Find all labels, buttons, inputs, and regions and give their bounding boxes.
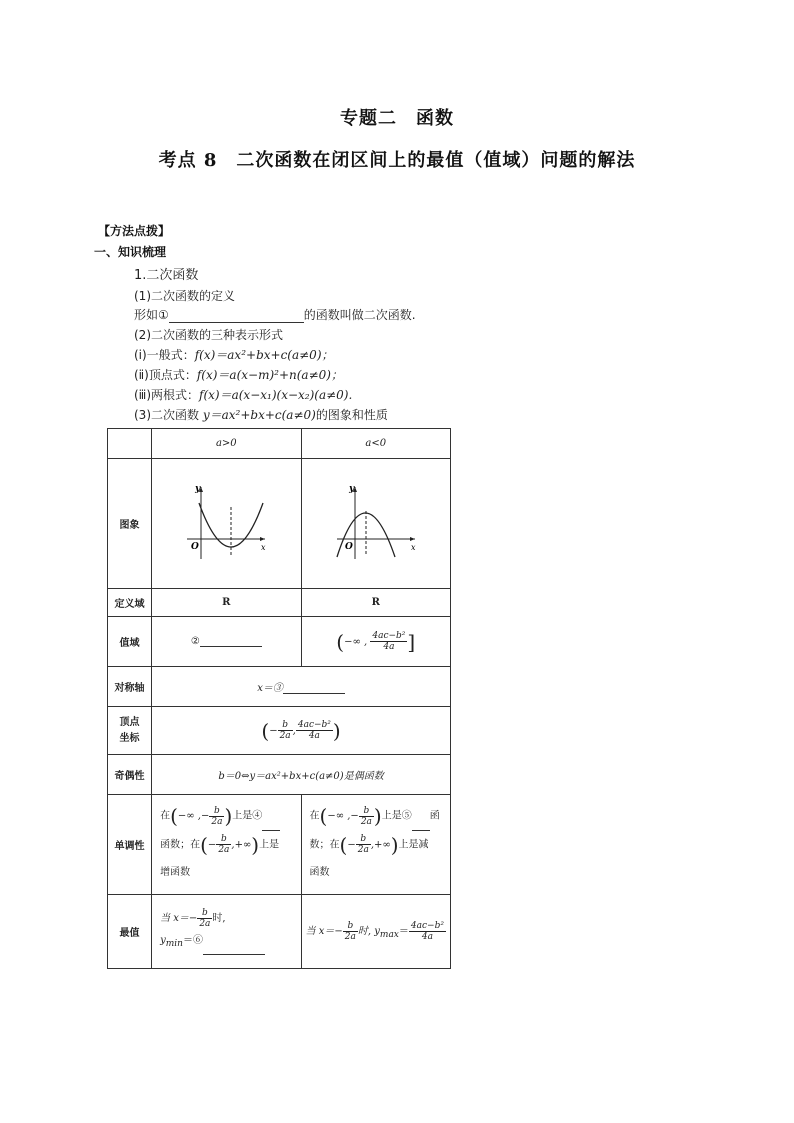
vertex-y-den: 4a <box>308 731 320 741</box>
table-row-monotonic <box>108 795 451 895</box>
max-b-sub: max <box>379 930 399 940</box>
y-axis-label: y <box>195 484 201 494</box>
properties-table <box>107 428 451 969</box>
range-b-left: −∞ , <box>344 636 368 647</box>
mono-a-frac2-n: b <box>216 834 231 845</box>
max-b-when: 当 x＝− <box>305 926 343 937</box>
x-axis-label-2: x <box>410 543 416 552</box>
monotonic-b: 在(−∞ ,− $\frac{b}{2a}$ )上是⑤ 函 数；在(− $\frac{b}{2a}$ ,+∞)上是减 函数 <box>301 795 450 895</box>
row-label-range: 值域 <box>108 617 152 667</box>
table-row-vertex <box>108 707 451 755</box>
row-label-monotonic: 单调性 <box>108 795 152 895</box>
table-row-axis <box>108 667 451 707</box>
subheading: 1.二次函数 <box>134 268 199 283</box>
blank-marker-2: ② <box>190 636 200 647</box>
vertex-fraction-y <box>296 720 333 741</box>
max-b-frac-n: b <box>343 921 358 932</box>
mono-b-text4: 数；在 <box>309 839 340 850</box>
mono-a-minus: − <box>207 839 217 850</box>
min-a-when: 当 x＝− <box>160 913 198 924</box>
forms-label: (2)二次函数的三种表示形式 <box>134 328 283 342</box>
mono-b-in: 在 <box>309 810 320 822</box>
form-roots <box>134 387 352 403</box>
mono-a-text4: 函数；在 <box>160 839 201 850</box>
min-a-frac-d: 2a <box>199 919 211 929</box>
max-b-frac <box>343 921 358 942</box>
graph-down-cell <box>301 459 450 589</box>
table-row-range <box>108 617 451 667</box>
max-b-frac-d: 2a <box>344 932 356 942</box>
section-knowledge: 一、知识梳理 <box>94 245 167 259</box>
form1-expr: f(x)＝ax²+bx+c(a≠0)； <box>194 348 334 362</box>
origin-label: O <box>191 542 200 552</box>
blank-1 <box>169 310 304 323</box>
domain-a: R <box>152 589 301 617</box>
mono-b-text3b: 函 <box>429 810 440 822</box>
def-suffix: 的函数叫做二次函数. <box>303 308 416 322</box>
table-row-parity <box>108 755 451 795</box>
mono-a-frac1-d: 2a <box>211 816 223 827</box>
form3-expr: f(x)＝a(x−x₁)(x−x₂)(a≠0). <box>199 388 353 402</box>
range-fraction <box>370 631 407 652</box>
def-line <box>134 307 416 323</box>
max-b-eq: ＝ <box>398 926 409 937</box>
blank-3 <box>283 683 345 694</box>
form2-expr: f(x)＝a(x−m)²+n(a≠0)； <box>196 368 343 382</box>
mono-b-left: −∞ ,− <box>327 810 359 822</box>
graph-up-cell <box>152 459 301 589</box>
min-a-eq: ＝⑥ <box>182 935 203 946</box>
row-label-extreme: 最值 <box>108 895 152 969</box>
blank-5 <box>412 820 430 831</box>
range-denominator: 4a <box>383 642 395 652</box>
mono-b-frac1-n: b <box>359 806 374 817</box>
vertex-y-num: 4ac−b² <box>297 720 331 730</box>
mono-a-frac1-n: b <box>209 806 224 817</box>
form2-label: (ⅱ)顶点式： <box>134 368 197 382</box>
form3-label: (ⅲ)两根式： <box>134 388 200 402</box>
mono-a-left: −∞ ,− <box>177 810 210 822</box>
blank-4 <box>262 820 280 831</box>
mono-b-text3: 上是⑤ <box>381 810 412 822</box>
section-method: 【方法点拨】 <box>98 224 171 238</box>
row-label-image: 图象 <box>108 459 152 589</box>
mono-b-right: ,+∞ <box>370 839 391 850</box>
table-row-domain <box>108 589 451 617</box>
mono-b-text8: 函数 <box>309 867 330 878</box>
corner-cell <box>108 429 152 459</box>
mono-a-right: ,+∞ <box>231 839 252 850</box>
form-general <box>134 347 334 363</box>
y-axis-label-2: y <box>348 484 354 494</box>
min-a-y: y <box>160 935 166 946</box>
col-b-header: a<0 <box>301 429 450 459</box>
downward-parabola-graph <box>331 481 421 563</box>
mono-b-frac2 <box>356 834 371 855</box>
mono-a-frac2-d: 2a <box>218 845 230 855</box>
monotonic-a: 在(−∞ ,− $\frac{b}{2a}$ )上是④ 函数；在(− $\frac{b}{2a}$ ,+∞)上是 增函数 <box>152 795 301 895</box>
mono-a-text7: 上是 <box>259 839 280 850</box>
table-header-row <box>108 429 451 459</box>
mono-a-frac1 <box>209 806 224 827</box>
table-row-extreme <box>108 895 451 969</box>
parity-cell <box>152 755 451 795</box>
row-label-domain: 定义域 <box>108 589 152 617</box>
topic-title: 考点 8 二次函数在闭区间上的最值（值域）问题的解法 <box>158 150 636 171</box>
min-a-frac <box>197 908 212 929</box>
chapter-title: 专题二 函数 <box>340 108 454 129</box>
row-label-vertex-1: 顶点 <box>119 716 140 728</box>
mono-a-text3: 上是④ <box>232 810 263 822</box>
form-vertex <box>134 367 343 383</box>
range-b: (−∞ , $\frac{\text{4ac−b²}}{4a}$ ] <box>301 617 450 667</box>
min-a-time: 时, <box>212 913 226 924</box>
row-label-axis: 对称轴 <box>108 667 152 707</box>
x-axis-label: x <box>261 543 266 552</box>
max-b-value <box>409 921 446 942</box>
upward-parabola-graph <box>181 481 271 563</box>
axis-cell <box>152 667 451 707</box>
graph-label <box>134 407 388 423</box>
col-a-header: a>0 <box>152 429 301 459</box>
mono-b-frac1 <box>359 806 374 827</box>
row-label-parity: 奇偶性 <box>108 755 152 795</box>
max-b-time: 时, y <box>357 926 380 937</box>
mono-b-frac2-d: 2a <box>357 845 369 855</box>
def-label: (1)二次函数的定义 <box>134 289 235 303</box>
extreme-b <box>301 895 450 969</box>
vertex-x-den: 2a <box>279 731 291 741</box>
vertex-x-num: b <box>278 720 293 731</box>
min-a-sub: min <box>165 939 183 949</box>
graph-label-prefix: (3)二次函数 <box>134 408 203 422</box>
range-numerator: 4ac−b² <box>372 631 406 641</box>
range-a <box>152 617 301 667</box>
row-label-vertex <box>108 707 152 755</box>
table-row-image <box>108 459 451 589</box>
min-a-frac-n: b <box>197 908 212 919</box>
domain-b: R <box>301 589 450 617</box>
mono-a-text8: 增函数 <box>160 867 191 878</box>
blank-6 <box>203 944 265 955</box>
axis-text: x＝③ <box>257 683 283 694</box>
graph-label-suffix: 的图象和性质 <box>315 408 388 422</box>
parity-text: b＝0⇔y＝ax²+bx+c(a≠0)是偶函数 <box>218 771 384 782</box>
row-label-vertex-2: 坐标 <box>119 732 140 744</box>
mono-b-frac2-n: b <box>356 834 371 845</box>
form1-label: (ⅰ)一般式： <box>134 348 195 362</box>
origin-label-2: O <box>344 542 353 552</box>
mono-b-minus: − <box>347 839 356 850</box>
graph-label-expr: y＝ax²+bx+c(a≠0) <box>202 408 316 422</box>
mono-a-in: 在 <box>160 810 171 822</box>
blank-2 <box>200 636 262 647</box>
max-b-value-n: 4ac−b² <box>410 921 444 931</box>
mono-a-frac2 <box>216 834 231 855</box>
def-prefix: 形如① <box>134 308 169 322</box>
extreme-a <box>152 895 301 969</box>
mono-b-text7: 上是减 <box>398 839 429 850</box>
vertex-cell: (− $\frac{b}{2a}$ , $\frac{\text{4ac−b²}}{4a}$ ) <box>152 707 451 755</box>
mono-b-frac1-d: 2a <box>360 816 372 827</box>
max-b-value-d: 4a <box>421 932 433 942</box>
vertex-fraction-x <box>278 720 293 741</box>
